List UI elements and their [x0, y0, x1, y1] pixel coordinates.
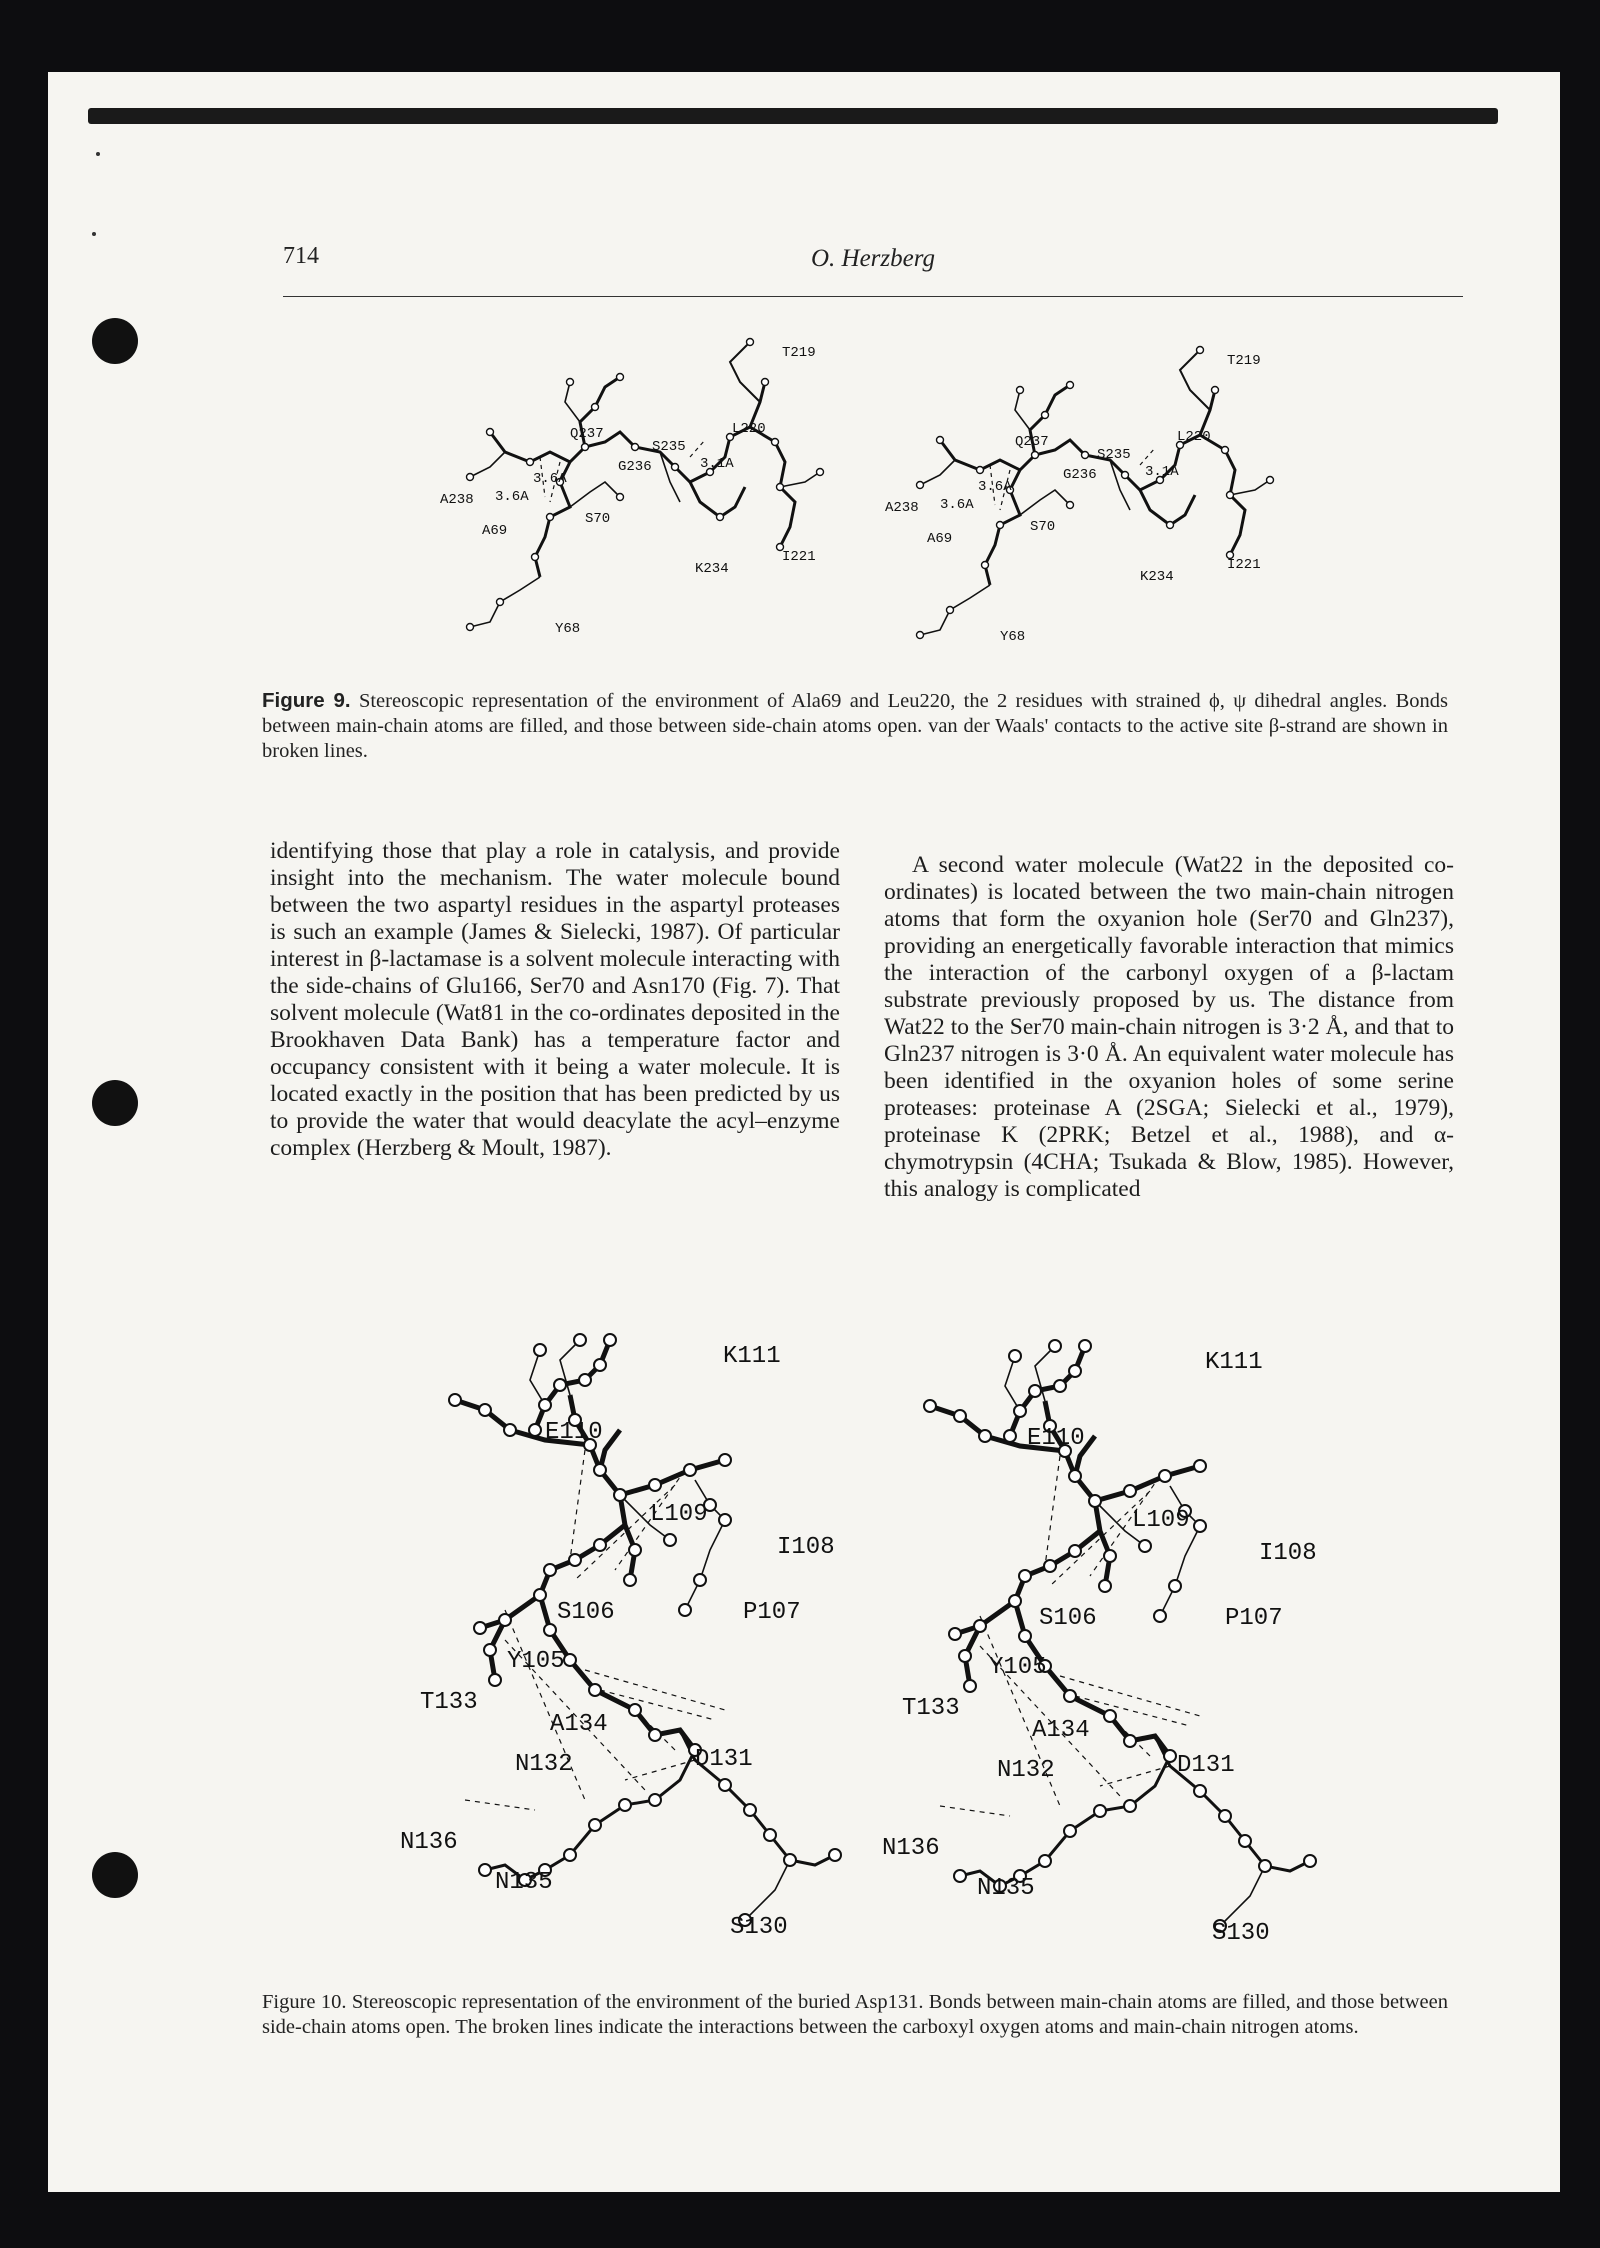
figure-9-caption [262, 688, 1448, 764]
label-A238: A238 [440, 492, 474, 508]
figure-10-left-labels [400, 1343, 835, 1941]
punch-hole-bottom [92, 1852, 138, 1898]
label-Q237: Q237 [1015, 434, 1049, 450]
running-author: O. Herzberg [810, 245, 936, 272]
label-G236: G236 [618, 459, 652, 475]
label-P107: P107 [1225, 1605, 1283, 1632]
label-E110: E110 [545, 1419, 603, 1446]
label-P107: P107 [743, 1599, 801, 1626]
label-N132: N132 [515, 1751, 573, 1778]
figure-10-caption-label: Figure 10. [262, 1991, 347, 2013]
label-A134: A134 [1032, 1717, 1090, 1744]
label-L220: L220 [732, 421, 766, 437]
label-E110: E110 [1027, 1425, 1085, 1452]
label-K234: K234 [1140, 569, 1174, 585]
label-S235: S235 [1097, 447, 1131, 463]
label-I108: I108 [1259, 1540, 1317, 1567]
label-T219: T219 [782, 345, 816, 361]
figure-9-caption-text: Stereoscopic representation of the environment of Ala69 and Leu220, the 2 residues with strained ϕ, ψ dihedral angles. Bonds between main-chain atoms are filled, and those between side-chain atoms open. van der Waals' contacts to the active site β-strand are shown in broken lines. [262, 690, 1449, 762]
figure-10-labels-overlay [395, 1310, 1435, 1980]
label-3.1A: 3.1A [1145, 464, 1179, 480]
figure-9-right-labels [885, 353, 1261, 645]
label-S70: S70 [585, 511, 611, 527]
left-paragraph: identifying those that play a role in catalysis, and provide insight into the mechanism. The water molecule bound between the two aspartyl residues in the aspartyl proteases is such an example (James & Sielecki, 1987). Of particular interest in β-lactamase is a solvent molecule interacting with the side-chains of Glu166, Ser70 and Asn170 (Fig. 7). That solvent molecule (Wat81 in the co-ordinates deposited in the Brookhaven Data Bank) has a temperature factor and occupancy consistent with it being a water molecule. It is located exactly in the position that has been predicted by us to provide the water that would deacylate the acyl–enzyme complex (Herzberg & Moult, 1987). [270, 838, 840, 1161]
page-number: 714 [283, 243, 319, 269]
speck [96, 152, 100, 156]
left-text-column [270, 838, 840, 1162]
figure-10-right-labels [882, 1349, 1317, 1947]
figure-9-left-labels [440, 345, 816, 637]
label-N135: N135 [977, 1875, 1035, 1902]
right-paragraph: A second water molecule (Wat22 in the deposited co-ordinates) is located between the two main-chain nitrogen atoms that form the oxyanion hole (Ser70 and Gln237), providing an energetically favorable interaction that mimics the interaction of the carbonyl oxygen of a β-lactam substrate previously proposed by us. The distance from Wat22 to the Ser70 main-chain nitrogen is 3·2 Å, and that to Gln237 nitrogen is 3·0 Å. An equivalent water molecule has been identified in the oxyanion holes of some serine proteases: proteinase A (2SGA; Sielecki et al., 1979), proteinase K (2PRK; Betzel et al., 1988), and α-chymotrypsin (4CHA; Tsukada & Blow, 1985). However, this analogy is complicated [884, 852, 1454, 1202]
figure-9-right-atoms [917, 347, 1274, 639]
label-S70: S70 [1030, 519, 1056, 535]
label-T133: T133 [420, 1689, 478, 1716]
label-N135: N135 [495, 1869, 553, 1896]
top-binding-strip [88, 108, 1498, 124]
label-T219: T219 [1227, 353, 1261, 369]
label-T133: T133 [902, 1695, 960, 1722]
figure-10-caption [262, 1990, 1448, 2040]
punch-hole-top [92, 318, 138, 364]
label-L109: L109 [650, 1501, 708, 1528]
label-I108: I108 [777, 1534, 835, 1561]
label-3.6A-a: 3.6A [495, 489, 529, 505]
label-N132: N132 [997, 1757, 1055, 1784]
label-D131: D131 [695, 1746, 753, 1773]
label-S235: S235 [652, 439, 686, 455]
header-rule [283, 296, 1463, 297]
label-D131: D131 [1177, 1752, 1235, 1779]
label-A134: A134 [550, 1711, 608, 1738]
figure-10-labels-svg [395, 1310, 1435, 1980]
label-Q237: Q237 [570, 426, 604, 442]
label-G236: G236 [1063, 467, 1097, 483]
label-3.6A-a: 3.6A [940, 497, 974, 513]
label-S130: S130 [1212, 1920, 1270, 1947]
label-A238: A238 [885, 500, 919, 516]
punch-hole-middle [92, 1080, 138, 1126]
label-3.6A-b: 3.6A [533, 471, 567, 487]
figure-9-svg [420, 322, 1300, 652]
figure-10-caption-text: Stereoscopic representation of the environment of the buried Asp131. Bonds between main-chain atoms are filled, and those between side-chain atoms open. The broken lines indicate the interactions between the carboxyl oxygen atoms and main-chain nitrogen atoms. [262, 1991, 1448, 2038]
label-N136: N136 [882, 1835, 940, 1862]
label-S130: S130 [730, 1914, 788, 1941]
label-A69: A69 [482, 523, 508, 539]
label-K111: K111 [723, 1343, 781, 1370]
label-3.6A-b: 3.6A [978, 479, 1012, 495]
label-Y105: Y105 [507, 1648, 565, 1675]
label-S106: S106 [1039, 1605, 1097, 1632]
label-Y68: Y68 [555, 621, 581, 637]
label-L109: L109 [1132, 1507, 1190, 1534]
label-Y68: Y68 [1000, 629, 1026, 645]
label-L220: L220 [1177, 429, 1211, 445]
figure-9-caption-label: Figure 9. [262, 689, 351, 712]
label-K111: K111 [1205, 1349, 1263, 1376]
label-I221: I221 [782, 549, 816, 565]
right-text-column [884, 852, 1454, 1203]
label-3.1A: 3.1A [700, 456, 734, 472]
label-N136: N136 [400, 1829, 458, 1856]
label-Y105: Y105 [989, 1654, 1047, 1681]
label-I221: I221 [1227, 557, 1261, 573]
speck [92, 232, 96, 236]
label-S106: S106 [557, 1599, 615, 1626]
figure-9-stereo-image [420, 322, 1300, 652]
figure-9-left-atoms [467, 339, 824, 631]
label-K234: K234 [695, 561, 729, 577]
label-A69: A69 [927, 531, 953, 547]
running-header [283, 243, 1463, 293]
